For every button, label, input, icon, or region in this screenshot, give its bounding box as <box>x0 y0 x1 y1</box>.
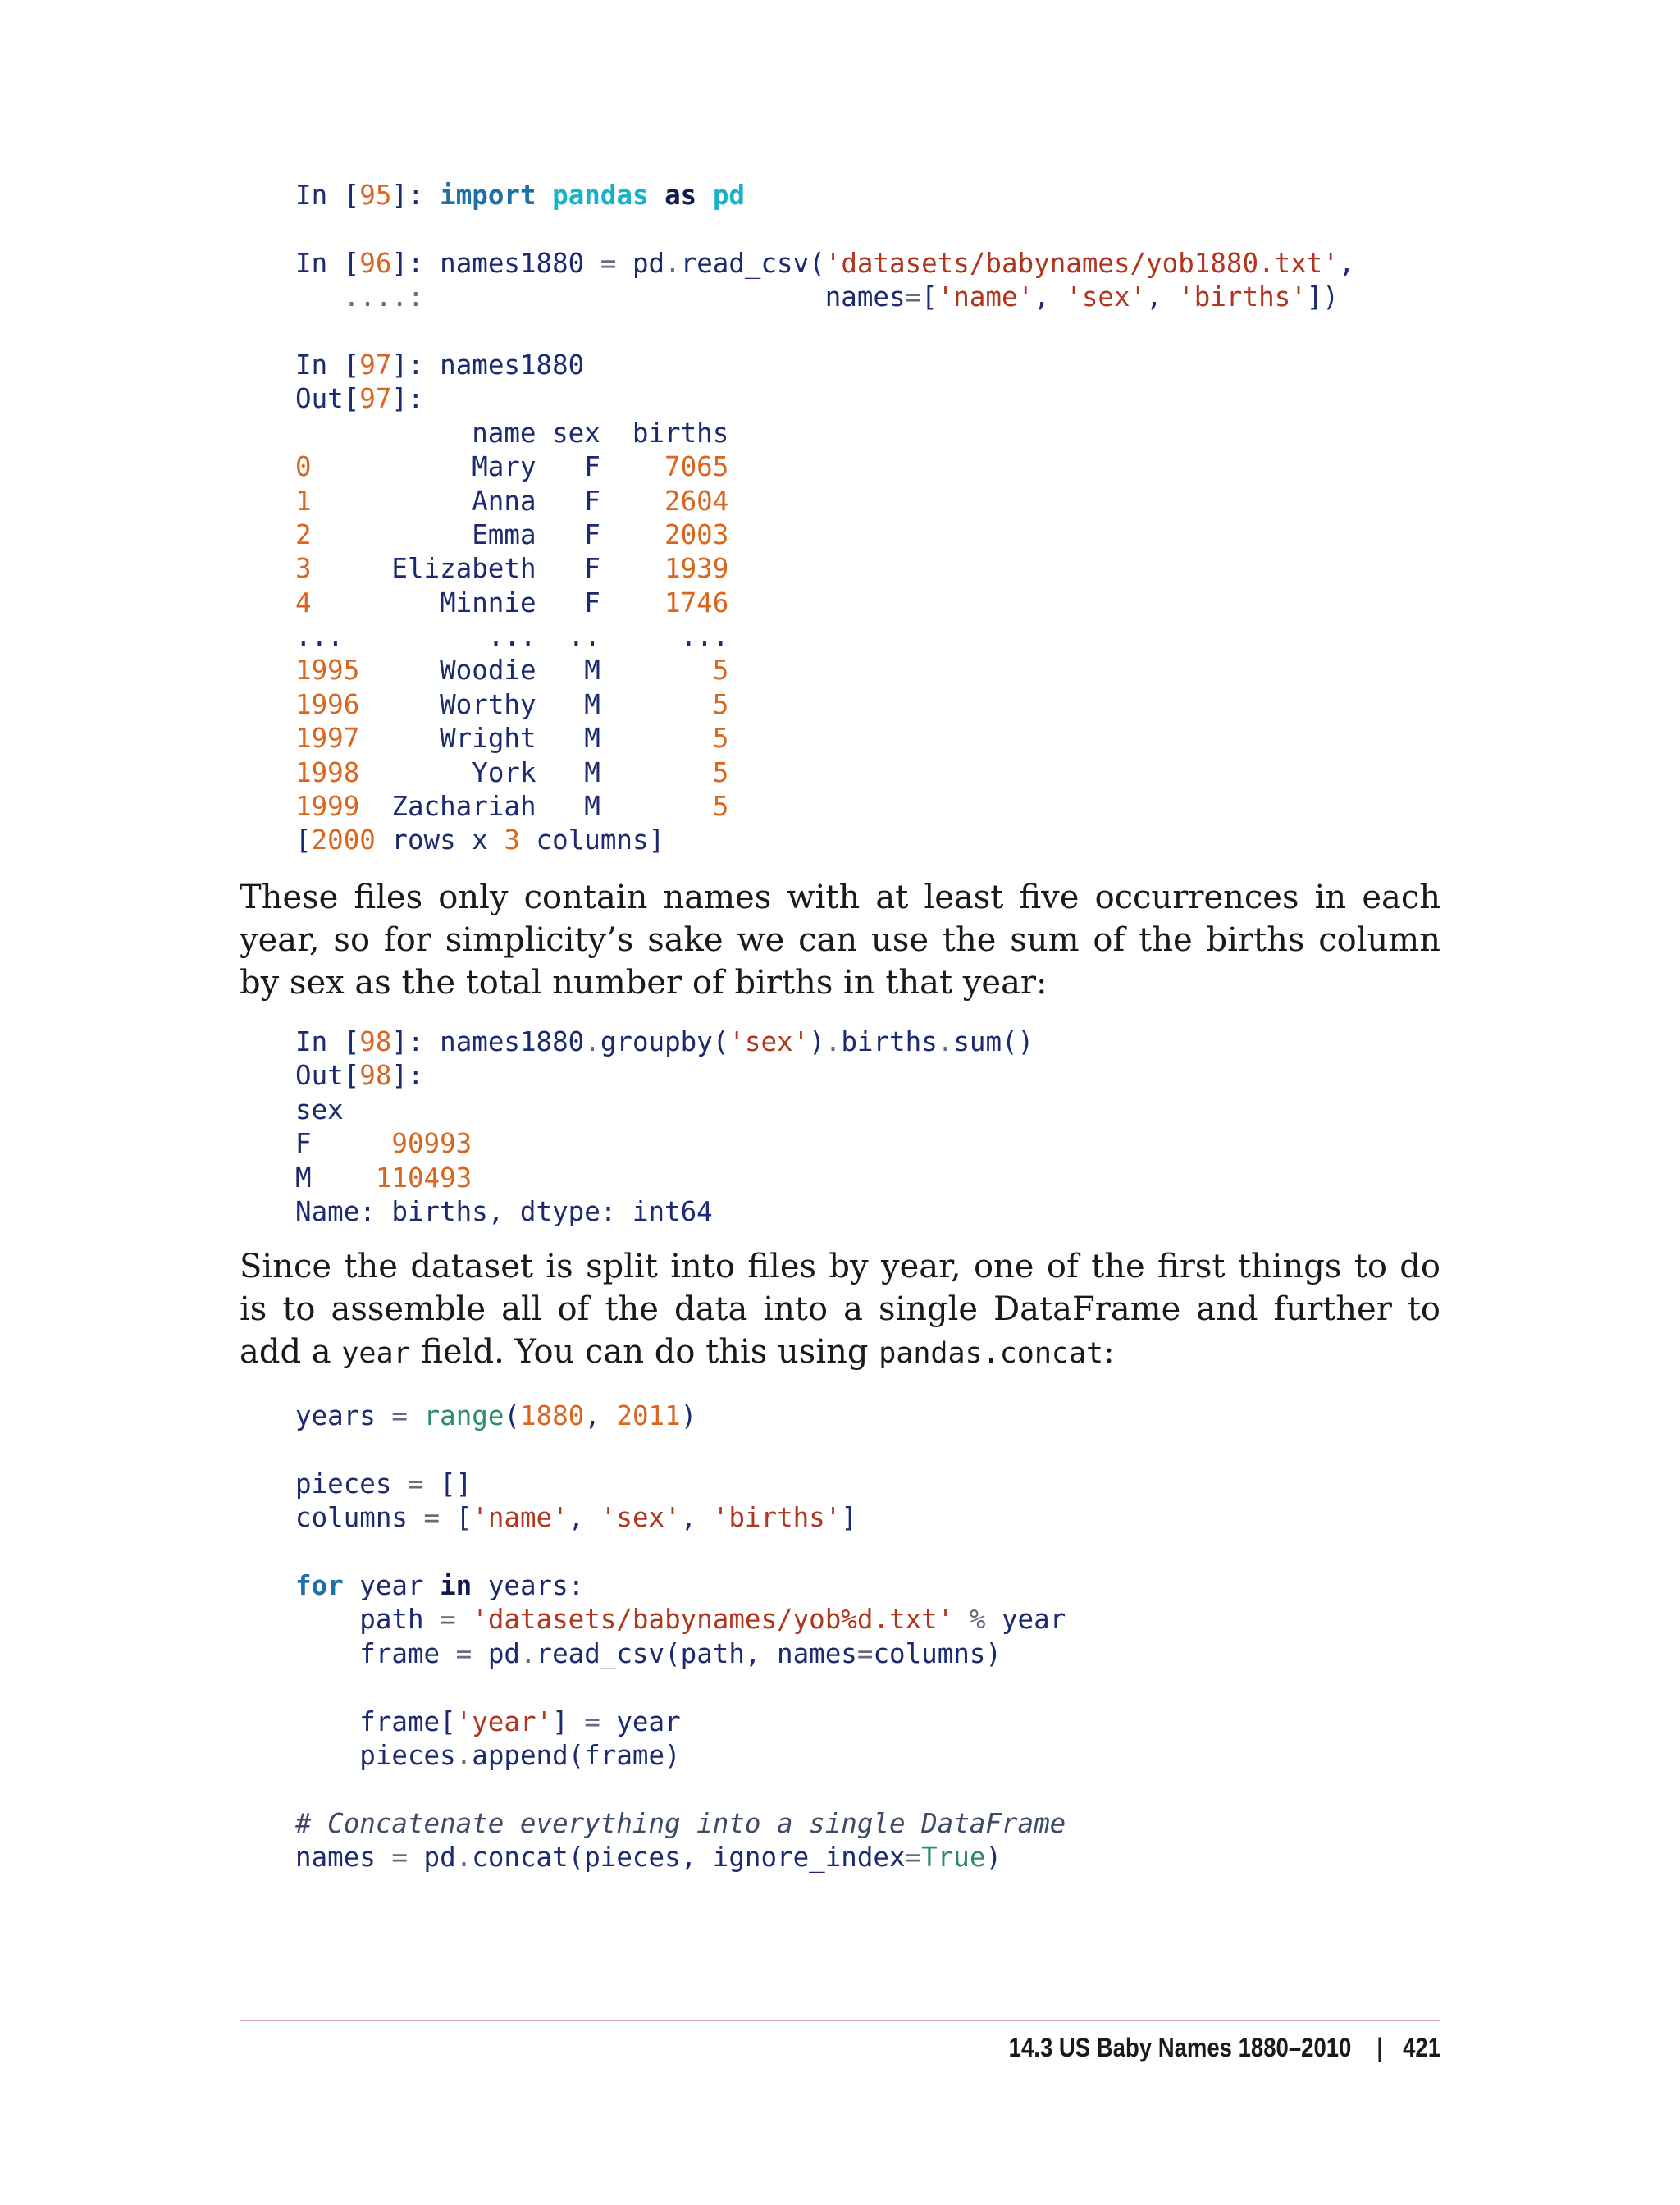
table-row: 1997 Wright M 5 <box>295 723 729 755</box>
series-index-name: sex <box>295 1093 344 1125</box>
code-block-concat-loop <box>295 1399 1066 1874</box>
code-line-blank <box>295 1536 1066 1569</box>
inline-code-year: year <box>341 1337 411 1370</box>
table-row: 3 Elizabeth F 1939 <box>295 553 729 585</box>
code-line: pieces.append(frame) <box>295 1739 681 1771</box>
code-line: for year in years: <box>295 1569 585 1601</box>
paragraph-births-sum: These files only contain names with at least five occurrences in each year, so for simplicity’s sake we can use the sum of the births column by sex as the total number of births in that year: <box>240 879 1440 1002</box>
footer-section-title: 14.3 US Baby Names 1880–2010 <box>1008 2033 1352 2062</box>
code-line: frame = pd.read_csv(path, names=columns) <box>295 1637 1002 1669</box>
code-line-out-97: Out[97]: <box>295 383 424 415</box>
paragraph-text: : <box>1103 1333 1115 1371</box>
paragraph-text: field. You can do this using <box>410 1333 879 1371</box>
code-block-read-csv <box>295 179 1354 858</box>
footer-separator: | <box>1376 2033 1384 2062</box>
page-footer <box>1009 2033 1440 2063</box>
code-line: path = 'datasets/babynames/yob%d.txt' % year <box>295 1604 1066 1636</box>
code-line-blank <box>295 1773 1066 1806</box>
code-line-in-98: In [98]: names1880.groupby('sex').births.sum() <box>295 1026 1034 1057</box>
table-row: 1999 Zachariah M 5 <box>295 791 729 823</box>
code-block-groupby <box>295 1025 1034 1229</box>
code-line: frame['year'] = year <box>295 1705 681 1737</box>
code-line: years = range(1880, 2011) <box>295 1400 697 1431</box>
table-row: 4 Minnie F 1746 <box>295 587 729 619</box>
series-row: F 90993 <box>295 1128 472 1160</box>
code-line: columns = ['name', 'sex', 'births'] <box>295 1502 857 1534</box>
paragraph-concat-intro <box>240 1245 1440 1375</box>
code-line-in-96-cont: ....: names=['name', 'sex', 'births']) <box>343 281 1339 313</box>
code-line: names = pd.concat(pieces, ignore_index=True) <box>295 1842 1002 1874</box>
table-row: 2 Emma F 2003 <box>295 518 729 550</box>
code-line-blank <box>295 315 1354 349</box>
paragraph-text: Since the dataset is split into files by year, one of the first things to do is to assemble all of the data into a single DataFrame and further to add a <box>240 1248 1440 1371</box>
table-header-row: name sex births <box>295 417 729 449</box>
code-comment: # Concatenate everything into a single DataFrame <box>295 1807 1066 1839</box>
series-footer: Name: births, dtype: int64 <box>295 1195 713 1227</box>
series-row: M 110493 <box>295 1162 472 1194</box>
table-row: 1998 York M 5 <box>295 756 729 788</box>
table-row: 1996 Worthy M 5 <box>295 688 729 720</box>
table-row: 1 Anna F 2604 <box>295 485 729 517</box>
code-line-in-97: In [97]: names1880 <box>295 349 585 381</box>
code-line-blank <box>295 1433 1066 1467</box>
page-number: 421 <box>1403 2033 1440 2062</box>
table-summary: [2000 rows x 3 columns] <box>295 824 665 856</box>
code-line-out-98: Out[98]: <box>295 1060 424 1092</box>
code-line-blank <box>295 1671 1066 1705</box>
table-row: 0 Mary F 7065 <box>295 451 729 483</box>
table-row-ellipsis: ... ... .. ... <box>295 621 729 653</box>
code-line: pieces = [] <box>295 1468 472 1500</box>
code-line-in-95: In [95]: import pandas as pd <box>295 180 745 211</box>
code-line-blank <box>295 212 1354 246</box>
table-row: 1995 Woodie M 5 <box>295 655 729 687</box>
inline-code-pandas-concat: pandas.concat <box>879 1337 1104 1370</box>
code-line-in-96: In [96]: names1880 = pd.read_csv('datasets/babynames/yob1880.txt', <box>295 247 1355 279</box>
footer-rule <box>240 2020 1440 2021</box>
